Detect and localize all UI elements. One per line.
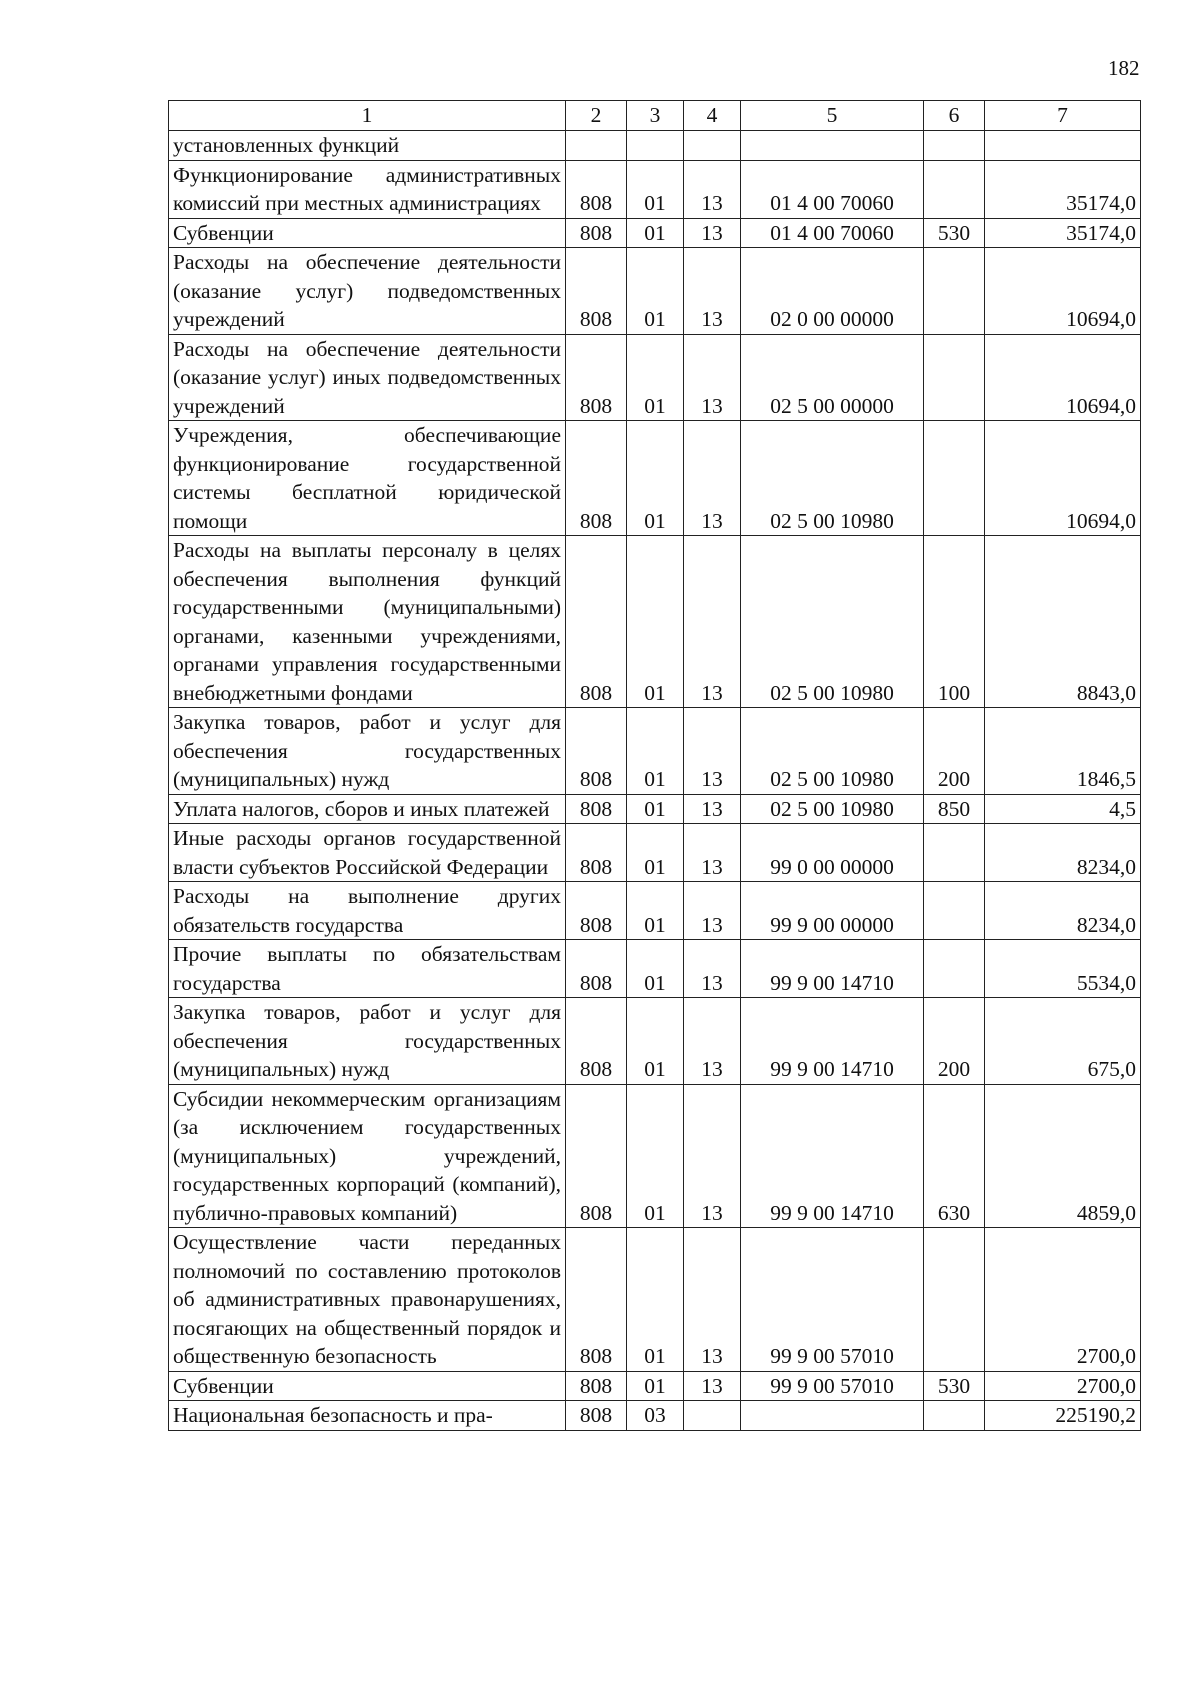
target-article-cell: 02 5 00 10980 bbox=[741, 536, 924, 708]
amount-cell: 10694,0 bbox=[985, 248, 1141, 335]
expense-type-cell: 530 bbox=[924, 218, 985, 248]
section-code-cell bbox=[627, 131, 684, 161]
section-code-cell: 01 bbox=[627, 998, 684, 1085]
table-row bbox=[169, 1228, 1141, 1372]
target-article-cell bbox=[741, 1401, 924, 1431]
admin-code-cell: 808 bbox=[566, 1228, 627, 1372]
row-name-cell: Расходы на обеспечение деятельности (оказание услуг) иных подведомственных учреждений bbox=[169, 334, 566, 421]
admin-code-cell: 808 bbox=[566, 1084, 627, 1228]
target-article-cell: 02 5 00 10980 bbox=[741, 421, 924, 536]
target-article-cell: 99 9 00 00000 bbox=[741, 882, 924, 940]
section-code-cell: 01 bbox=[627, 1371, 684, 1401]
section-code-cell: 01 bbox=[627, 248, 684, 335]
admin-code-cell: 808 bbox=[566, 998, 627, 1085]
table-row bbox=[169, 794, 1141, 824]
row-name-cell: Субсидии некоммерческим организациям (за исключением государственных (муниципальных) учреждений, государственных корпораций (компаний), публично-правовых компаний) bbox=[169, 1084, 566, 1228]
amount-cell: 1846,5 bbox=[985, 708, 1141, 795]
column-header: 5 bbox=[741, 101, 924, 131]
section-code-cell: 01 bbox=[627, 824, 684, 882]
table-row bbox=[169, 160, 1141, 218]
subsection-code-cell: 13 bbox=[684, 334, 741, 421]
section-code-cell: 01 bbox=[627, 1228, 684, 1372]
section-code-cell: 01 bbox=[627, 940, 684, 998]
expense-type-cell bbox=[924, 131, 985, 161]
table-row bbox=[169, 131, 1141, 161]
table-row bbox=[169, 1084, 1141, 1228]
budget-table bbox=[168, 100, 1141, 1431]
subsection-code-cell bbox=[684, 131, 741, 161]
section-code-cell: 01 bbox=[627, 882, 684, 940]
column-header: 1 bbox=[169, 101, 566, 131]
target-article-cell: 01 4 00 70060 bbox=[741, 160, 924, 218]
target-article-cell: 02 0 00 00000 bbox=[741, 248, 924, 335]
admin-code-cell: 808 bbox=[566, 1401, 627, 1431]
section-code-cell: 01 bbox=[627, 536, 684, 708]
subsection-code-cell: 13 bbox=[684, 536, 741, 708]
subsection-code-cell: 13 bbox=[684, 794, 741, 824]
amount-cell: 8234,0 bbox=[985, 824, 1141, 882]
table-body bbox=[169, 131, 1141, 1431]
amount-cell: 225190,2 bbox=[985, 1401, 1141, 1431]
amount-cell: 4,5 bbox=[985, 794, 1141, 824]
expense-type-cell bbox=[924, 824, 985, 882]
amount-cell: 35174,0 bbox=[985, 160, 1141, 218]
column-header: 6 bbox=[924, 101, 985, 131]
subsection-code-cell: 13 bbox=[684, 1371, 741, 1401]
section-code-cell: 01 bbox=[627, 794, 684, 824]
admin-code-cell: 808 bbox=[566, 940, 627, 998]
admin-code-cell: 808 bbox=[566, 1371, 627, 1401]
expense-type-cell bbox=[924, 1228, 985, 1372]
admin-code-cell: 808 bbox=[566, 708, 627, 795]
table-row bbox=[169, 248, 1141, 335]
table-header-row bbox=[169, 101, 1141, 131]
admin-code-cell: 808 bbox=[566, 334, 627, 421]
subsection-code-cell: 13 bbox=[684, 708, 741, 795]
subsection-code-cell: 13 bbox=[684, 998, 741, 1085]
subsection-code-cell: 13 bbox=[684, 824, 741, 882]
target-article-cell: 99 9 00 57010 bbox=[741, 1228, 924, 1372]
target-article-cell: 99 9 00 14710 bbox=[741, 940, 924, 998]
row-name-cell: Национальная безопасность и пра- bbox=[169, 1401, 566, 1431]
admin-code-cell: 808 bbox=[566, 218, 627, 248]
table-row bbox=[169, 421, 1141, 536]
section-code-cell: 01 bbox=[627, 334, 684, 421]
subsection-code-cell: 13 bbox=[684, 1228, 741, 1372]
row-name-cell: Расходы на выплаты персоналу в целях обеспечения выполнения функций государственными (муниципальными) органами, казенными учреждениями, органами управления государственными внебюджетными фондами bbox=[169, 536, 566, 708]
target-article-cell: 99 9 00 14710 bbox=[741, 998, 924, 1085]
target-article-cell: 02 5 00 10980 bbox=[741, 794, 924, 824]
expense-type-cell bbox=[924, 940, 985, 998]
expense-type-cell: 100 bbox=[924, 536, 985, 708]
target-article-cell: 99 9 00 57010 bbox=[741, 1371, 924, 1401]
section-code-cell: 01 bbox=[627, 218, 684, 248]
expense-type-cell bbox=[924, 334, 985, 421]
section-code-cell: 03 bbox=[627, 1401, 684, 1431]
table-row bbox=[169, 882, 1141, 940]
table-row bbox=[169, 998, 1141, 1085]
subsection-code-cell: 13 bbox=[684, 421, 741, 536]
expense-type-cell: 200 bbox=[924, 998, 985, 1085]
subsection-code-cell: 13 bbox=[684, 882, 741, 940]
row-name-cell: Субвенции bbox=[169, 1371, 566, 1401]
column-header: 7 bbox=[985, 101, 1141, 131]
expense-type-cell bbox=[924, 882, 985, 940]
row-name-cell: Закупка товаров, работ и услуг для обеспечения государственных (муниципальных) нужд bbox=[169, 708, 566, 795]
amount-cell: 8234,0 bbox=[985, 882, 1141, 940]
expense-type-cell bbox=[924, 160, 985, 218]
column-header: 3 bbox=[627, 101, 684, 131]
target-article-cell: 99 0 00 00000 bbox=[741, 824, 924, 882]
amount-cell: 10694,0 bbox=[985, 421, 1141, 536]
amount-cell: 8843,0 bbox=[985, 536, 1141, 708]
row-name-cell: Расходы на выполнение других обязательств государства bbox=[169, 882, 566, 940]
expense-type-cell: 200 bbox=[924, 708, 985, 795]
section-code-cell: 01 bbox=[627, 1084, 684, 1228]
admin-code-cell: 808 bbox=[566, 160, 627, 218]
section-code-cell: 01 bbox=[627, 160, 684, 218]
subsection-code-cell: 13 bbox=[684, 940, 741, 998]
subsection-code-cell bbox=[684, 1401, 741, 1431]
admin-code-cell: 808 bbox=[566, 248, 627, 335]
table-row bbox=[169, 334, 1141, 421]
target-article-cell: 02 5 00 00000 bbox=[741, 334, 924, 421]
admin-code-cell: 808 bbox=[566, 536, 627, 708]
admin-code-cell: 808 bbox=[566, 421, 627, 536]
row-name-cell: установленных функций bbox=[169, 131, 566, 161]
row-name-cell: Осуществление части переданных полномочий по составлению протоколов об административных правонарушениях, посягающих на общественный порядок и общественную безопасность bbox=[169, 1228, 566, 1372]
subsection-code-cell: 13 bbox=[684, 1084, 741, 1228]
column-header: 4 bbox=[684, 101, 741, 131]
table-row bbox=[169, 218, 1141, 248]
section-code-cell: 01 bbox=[627, 421, 684, 536]
amount-cell: 35174,0 bbox=[985, 218, 1141, 248]
expense-type-cell: 630 bbox=[924, 1084, 985, 1228]
subsection-code-cell: 13 bbox=[684, 248, 741, 335]
row-name-cell: Учреждения, обеспечивающие функционирование государственной системы бесплатной юридической помощи bbox=[169, 421, 566, 536]
table-row bbox=[169, 536, 1141, 708]
row-name-cell: Функционирование административных комиссий при местных администрациях bbox=[169, 160, 566, 218]
row-name-cell: Субвенции bbox=[169, 218, 566, 248]
target-article-cell bbox=[741, 131, 924, 161]
row-name-cell: Уплата налогов, сборов и иных платежей bbox=[169, 794, 566, 824]
row-name-cell: Расходы на обеспечение деятельности (оказание услуг) подведомственных учреждений bbox=[169, 248, 566, 335]
table-row bbox=[169, 940, 1141, 998]
target-article-cell: 02 5 00 10980 bbox=[741, 708, 924, 795]
amount-cell: 4859,0 bbox=[985, 1084, 1141, 1228]
amount-cell: 2700,0 bbox=[985, 1371, 1141, 1401]
column-header: 2 bbox=[566, 101, 627, 131]
table-row bbox=[169, 708, 1141, 795]
target-article-cell: 01 4 00 70060 bbox=[741, 218, 924, 248]
target-article-cell: 99 9 00 14710 bbox=[741, 1084, 924, 1228]
section-code-cell: 01 bbox=[627, 708, 684, 795]
admin-code-cell bbox=[566, 131, 627, 161]
table-row bbox=[169, 1401, 1141, 1431]
amount-cell: 10694,0 bbox=[985, 334, 1141, 421]
amount-cell: 2700,0 bbox=[985, 1228, 1141, 1372]
subsection-code-cell: 13 bbox=[684, 218, 741, 248]
expense-type-cell bbox=[924, 1401, 985, 1431]
amount-cell bbox=[985, 131, 1141, 161]
row-name-cell: Закупка товаров, работ и услуг для обеспечения государственных (муниципальных) нужд bbox=[169, 998, 566, 1085]
row-name-cell: Иные расходы органов государственной власти субъектов Российской Федерации bbox=[169, 824, 566, 882]
amount-cell: 5534,0 bbox=[985, 940, 1141, 998]
expense-type-cell: 530 bbox=[924, 1371, 985, 1401]
table-row bbox=[169, 824, 1141, 882]
expense-type-cell bbox=[924, 421, 985, 536]
expense-type-cell bbox=[924, 248, 985, 335]
table-row bbox=[169, 1371, 1141, 1401]
admin-code-cell: 808 bbox=[566, 882, 627, 940]
page-number: 182 bbox=[1108, 56, 1140, 80]
admin-code-cell: 808 bbox=[566, 824, 627, 882]
admin-code-cell: 808 bbox=[566, 794, 627, 824]
subsection-code-cell: 13 bbox=[684, 160, 741, 218]
expense-type-cell: 850 bbox=[924, 794, 985, 824]
row-name-cell: Прочие выплаты по обязательствам государства bbox=[169, 940, 566, 998]
amount-cell: 675,0 bbox=[985, 998, 1141, 1085]
